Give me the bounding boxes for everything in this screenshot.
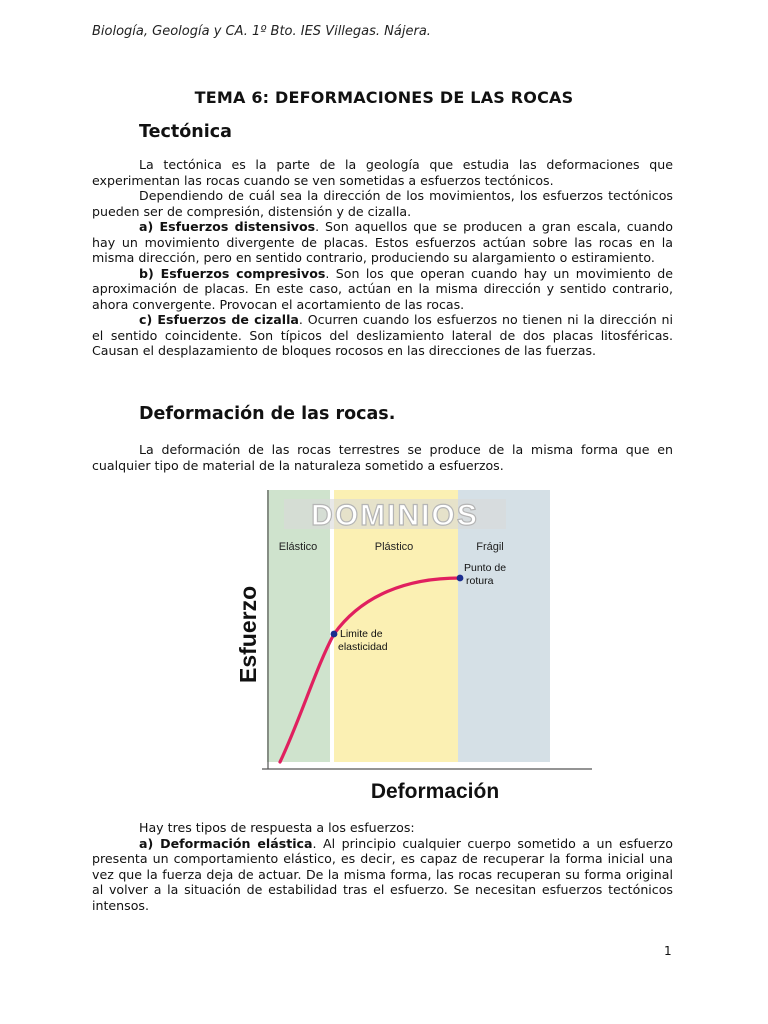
section-body-tectonica <box>92 157 673 359</box>
term-text: . Son los que operan cuando hay un movimiento de aproximación de placas. En este caso, actúan en la misma dirección y sentido contrario, ahora convergente. Provocan el acortamiento de las rocas. <box>92 265 673 312</box>
paragraph: Hay tres tipos de respuesta a los esfuerzos: <box>139 820 415 835</box>
elastic-limit-point <box>331 631 338 638</box>
paragraph <box>92 312 673 359</box>
term-text: . Son aquellos que se producen a gran escala, cuando hay un movimiento divergente de placas. Estos esfuerzos actúan sobre las rocas en la misma dirección, pero en sentido contrario, produciendo su alargamiento o estiramiento. <box>92 219 674 265</box>
section-body-respuestas <box>92 820 673 913</box>
document-header: Biología, Geología y CA. 1º Bto. IES Villegas. Nájera. <box>92 24 431 39</box>
zone-label-elastic: Elástico <box>278 541 318 553</box>
paragraph <box>92 266 673 313</box>
elastic-limit-label-line1: Limite de <box>340 628 383 640</box>
x-axis-label: Deformación <box>370 780 500 803</box>
banner-title: DOMINIOS <box>311 499 479 532</box>
rupture-label-line2: rotura <box>466 575 494 587</box>
deformation-domains-figure <box>222 490 592 803</box>
term-label: b) Esfuerzos compresivos <box>139 265 326 281</box>
section-heading-tectonica: Tectónica <box>139 122 232 142</box>
paragraph: La tectónica es la parte de la geología que estudia las deformaciones que experimentan las rocas cuando se ven sometidas a esfuerzos tectónicos. <box>92 157 673 188</box>
paragraph <box>92 836 673 914</box>
paragraph: Dependiendo de cuál sea la dirección de los movimientos, los esfuerzos tectónicos pueden ser de compresión, distensión y de cizalla. <box>92 188 673 219</box>
page-number: 1 <box>664 944 672 958</box>
zone-label-plastic: Plástico <box>374 541 414 553</box>
elastic-limit-label-line2: elasticidad <box>338 641 388 653</box>
figure-svg <box>222 490 592 803</box>
rupture-label-line1: Punto de <box>464 562 507 574</box>
term-label: c) Esfuerzos de cizalla <box>139 312 299 327</box>
y-axis-label: Esfuerzo <box>235 585 261 683</box>
document-title: TEMA 6: DEFORMACIONES DE LAS ROCAS <box>194 88 574 107</box>
paragraph: La deformación de las rocas terrestres se produce de la misma forma que en cualquier tipo de material de la naturaleza sometido a esfuerzos. <box>92 442 673 473</box>
term-text: . Al principio cualquier cuerpo sometido a un esfuerzo presenta un comportamiento elástico, es decir, es capaz de recuperar la forma inicial una vez que la fuerza deja de actuar. De la misma forma, las rocas recuperan su forma original al volver a la situación de estabilidad tras el esfuerzo. Se necesitan esfuerzos tectónicos intensos. <box>92 835 673 913</box>
section-heading-deformacion: Deformación de las rocas. <box>139 404 396 424</box>
section-body-deformacion <box>92 442 673 473</box>
zone-label-fragile: Frágil <box>476 541 504 553</box>
term-text: . Ocurren cuando los esfuerzos no tienen ni la dirección ni el sentido coincidente. Son típicos del deslizamiento lateral de dos placas litosféricas. Causan el desplazamiento de bloques rocosos en las direcciones de las fuerzas. <box>92 312 673 358</box>
rupture-point <box>457 575 464 582</box>
paragraph <box>92 219 673 266</box>
term-label: a) Deformación elástica <box>139 835 313 851</box>
term-label: a) Esfuerzos distensivos <box>139 219 316 234</box>
